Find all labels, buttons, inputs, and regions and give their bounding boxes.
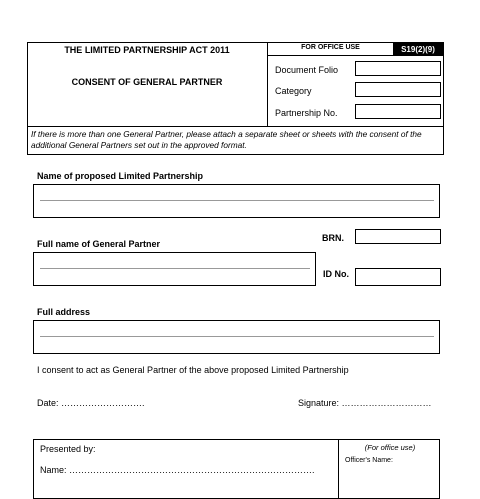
partnership-no-input[interactable] — [355, 104, 441, 119]
lp-name-rule — [40, 200, 434, 201]
gp-name-label: Full name of General Partner — [37, 239, 161, 249]
category-label: Category — [275, 86, 312, 96]
partnership-no-label: Partnership No. — [275, 108, 338, 118]
document-folio-label: Document Folio — [275, 65, 339, 75]
gp-name-rule — [40, 268, 310, 269]
office-use-label: FOR OFFICE USE — [301, 44, 360, 51]
address-label: Full address — [37, 307, 91, 317]
id-no-label: ID No. — [323, 269, 349, 279]
address-rule — [40, 336, 434, 337]
address-field[interactable] — [33, 320, 440, 354]
category-input[interactable] — [355, 82, 441, 97]
lp-name-label: Name of proposed Limited Partnership — [37, 171, 204, 181]
footer-divider — [338, 439, 339, 499]
consent-text: I consent to act as General Partner of the above proposed Limited Partnership — [37, 365, 349, 375]
form-code-badge: S19(2)(9) — [393, 43, 443, 56]
signature-line[interactable]: Signature: ………………………… — [298, 398, 432, 408]
date-line[interactable]: Date: ………………………. — [37, 398, 145, 408]
act-title: THE LIMITED PARTNERSHIP ACT 2011 — [64, 45, 230, 55]
form-title: CONSENT OF GENERAL PARTNER — [71, 77, 223, 87]
officer-name-label: Officer's Name: — [345, 457, 393, 464]
id-no-input[interactable] — [355, 268, 441, 286]
presented-by-label: Presented by: — [40, 444, 96, 454]
gp-name-field[interactable] — [33, 252, 316, 286]
brn-label: BRN. — [322, 233, 344, 243]
brn-input[interactable] — [355, 229, 441, 244]
office-use-note: (For office use) — [364, 443, 416, 452]
lp-name-field[interactable] — [33, 184, 440, 218]
instruction-text: If there is more than one General Partner, please attach a separate sheet or sheets with the consent of the additional General Partners set out in the approved format. — [31, 129, 422, 150]
presenter-name-line[interactable]: Name: ………………………………………………………………………. — [40, 465, 315, 475]
document-folio-input[interactable] — [355, 61, 441, 76]
